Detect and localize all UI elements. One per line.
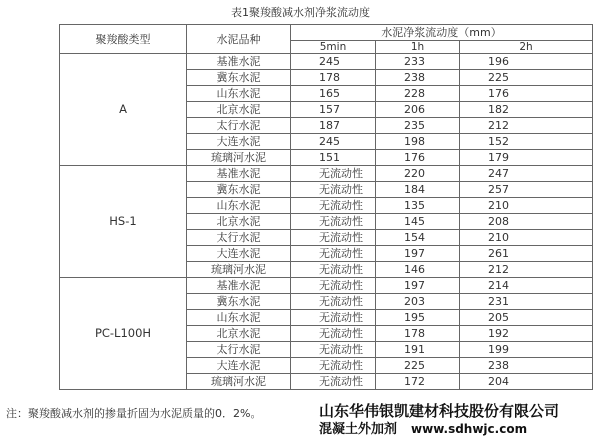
fluidity-2h-cell: 212	[460, 262, 593, 278]
header-type: 聚羧酸类型	[60, 25, 187, 54]
fluidity-2h-cell: 231	[460, 294, 593, 310]
fluidity-5min-cell: 245	[291, 134, 376, 150]
header-fluidity: 水泥净浆流动度（mm）	[291, 25, 593, 41]
fluidity-5min-cell: 无流动性	[291, 166, 376, 182]
cement-type-cell: 山东水泥	[187, 198, 291, 214]
cement-type-cell: 冀东水泥	[187, 182, 291, 198]
table-row	[60, 166, 593, 182]
polycarboxylate-type-cell: HS-1	[60, 166, 187, 278]
fluidity-1h-cell: 178	[376, 326, 460, 342]
watermark-subline	[319, 420, 599, 439]
fluidity-2h-cell: 208	[460, 214, 593, 230]
fluidity-2h-cell: 199	[460, 342, 593, 358]
polycarboxylate-type-cell: A	[60, 54, 187, 166]
fluidity-2h-cell: 212	[460, 118, 593, 134]
fluidity-2h-cell: 152	[460, 134, 593, 150]
fluidity-1h-cell: 145	[376, 214, 460, 230]
fluidity-5min-cell: 无流动性	[291, 230, 376, 246]
fluidity-5min-cell: 无流动性	[291, 246, 376, 262]
fluidity-2h-cell: 238	[460, 358, 593, 374]
cement-type-cell: 琉璃河水泥	[187, 262, 291, 278]
fluidity-1h-cell: 225	[376, 358, 460, 374]
cement-type-cell: 北京水泥	[187, 214, 291, 230]
watermark-company-name: 山东华伟银凯建材科技股份有限公司	[319, 402, 560, 420]
cement-type-cell: 琉璃河水泥	[187, 150, 291, 166]
fluidity-1h-cell: 195	[376, 310, 460, 326]
fluidity-5min-cell: 178	[291, 70, 376, 86]
fluidity-5min-cell: 无流动性	[291, 278, 376, 294]
fluidity-5min-cell: 157	[291, 102, 376, 118]
fluidity-1h-cell: 206	[376, 102, 460, 118]
fluidity-2h-cell: 261	[460, 246, 593, 262]
header-time-2h: 2h	[460, 41, 593, 54]
fluidity-2h-cell: 192	[460, 326, 593, 342]
fluidity-2h-cell: 204	[460, 374, 593, 390]
fluidity-2h-cell: 205	[460, 310, 593, 326]
fluidity-1h-cell: 172	[376, 374, 460, 390]
watermark-site: www.sdhwjc.com	[411, 422, 528, 436]
fluidity-5min-cell: 无流动性	[291, 358, 376, 374]
footnote: 注：聚羧酸减水剂的掺量折固为水泥质量的0．2%。	[6, 407, 262, 420]
fluidity-1h-cell: 191	[376, 342, 460, 358]
fluidity-5min-cell: 245	[291, 54, 376, 70]
fluidity-2h-cell: 210	[460, 198, 593, 214]
fluidity-5min-cell: 无流动性	[291, 326, 376, 342]
fluidity-1h-cell: 176	[376, 150, 460, 166]
fluidity-1h-cell: 197	[376, 246, 460, 262]
fluidity-1h-cell: 233	[376, 54, 460, 70]
fluidity-5min-cell: 无流动性	[291, 374, 376, 390]
fluidity-2h-cell: 179	[460, 150, 593, 166]
fluidity-5min-cell: 无流动性	[291, 310, 376, 326]
watermark-product: 混凝土外加剂	[319, 422, 398, 437]
fluidity-table	[59, 24, 593, 390]
fluidity-5min-cell: 151	[291, 150, 376, 166]
fluidity-1h-cell: 220	[376, 166, 460, 182]
fluidity-2h-cell: 214	[460, 278, 593, 294]
fluidity-1h-cell: 135	[376, 198, 460, 214]
fluidity-1h-cell: 203	[376, 294, 460, 310]
table-row	[60, 54, 593, 70]
fluidity-1h-cell: 154	[376, 230, 460, 246]
table-body	[60, 54, 593, 390]
fluidity-5min-cell: 无流动性	[291, 262, 376, 278]
polycarboxylate-type-cell: PC-L100H	[60, 278, 187, 390]
table-title: 表1聚羧酸减水剂净浆流动度	[231, 6, 370, 19]
cement-type-cell: 太行水泥	[187, 342, 291, 358]
cement-type-cell: 琉璃河水泥	[187, 374, 291, 390]
fluidity-2h-cell: 210	[460, 230, 593, 246]
fluidity-1h-cell: 235	[376, 118, 460, 134]
company-watermark	[319, 402, 599, 439]
table-row	[60, 278, 593, 294]
fluidity-1h-cell: 198	[376, 134, 460, 150]
cement-type-cell: 山东水泥	[187, 310, 291, 326]
cement-type-cell: 大连水泥	[187, 358, 291, 374]
fluidity-2h-cell: 196	[460, 54, 593, 70]
fluidity-2h-cell: 225	[460, 70, 593, 86]
cement-type-cell: 大连水泥	[187, 246, 291, 262]
fluidity-2h-cell: 182	[460, 102, 593, 118]
cement-type-cell: 北京水泥	[187, 326, 291, 342]
header-cement: 水泥品种	[187, 25, 291, 54]
fluidity-5min-cell: 无流动性	[291, 294, 376, 310]
cement-type-cell: 冀东水泥	[187, 294, 291, 310]
cement-type-cell: 冀东水泥	[187, 70, 291, 86]
fluidity-2h-cell: 257	[460, 182, 593, 198]
fluidity-5min-cell: 165	[291, 86, 376, 102]
cement-type-cell: 太行水泥	[187, 118, 291, 134]
header-time-1h: 1h	[376, 41, 460, 54]
cement-type-cell: 太行水泥	[187, 230, 291, 246]
cement-type-cell: 基准水泥	[187, 54, 291, 70]
fluidity-5min-cell: 无流动性	[291, 342, 376, 358]
fluidity-2h-cell: 247	[460, 166, 593, 182]
cement-type-cell: 山东水泥	[187, 86, 291, 102]
fluidity-5min-cell: 无流动性	[291, 182, 376, 198]
fluidity-1h-cell: 238	[376, 70, 460, 86]
fluidity-5min-cell: 无流动性	[291, 198, 376, 214]
cement-type-cell: 大连水泥	[187, 134, 291, 150]
fluidity-1h-cell: 146	[376, 262, 460, 278]
fluidity-5min-cell: 187	[291, 118, 376, 134]
fluidity-1h-cell: 197	[376, 278, 460, 294]
fluidity-5min-cell: 无流动性	[291, 214, 376, 230]
fluidity-1h-cell: 228	[376, 86, 460, 102]
header-time-5min: 5min	[291, 41, 376, 54]
cement-type-cell: 北京水泥	[187, 102, 291, 118]
fluidity-1h-cell: 184	[376, 182, 460, 198]
cement-type-cell: 基准水泥	[187, 166, 291, 182]
cement-type-cell: 基准水泥	[187, 278, 291, 294]
fluidity-2h-cell: 176	[460, 86, 593, 102]
